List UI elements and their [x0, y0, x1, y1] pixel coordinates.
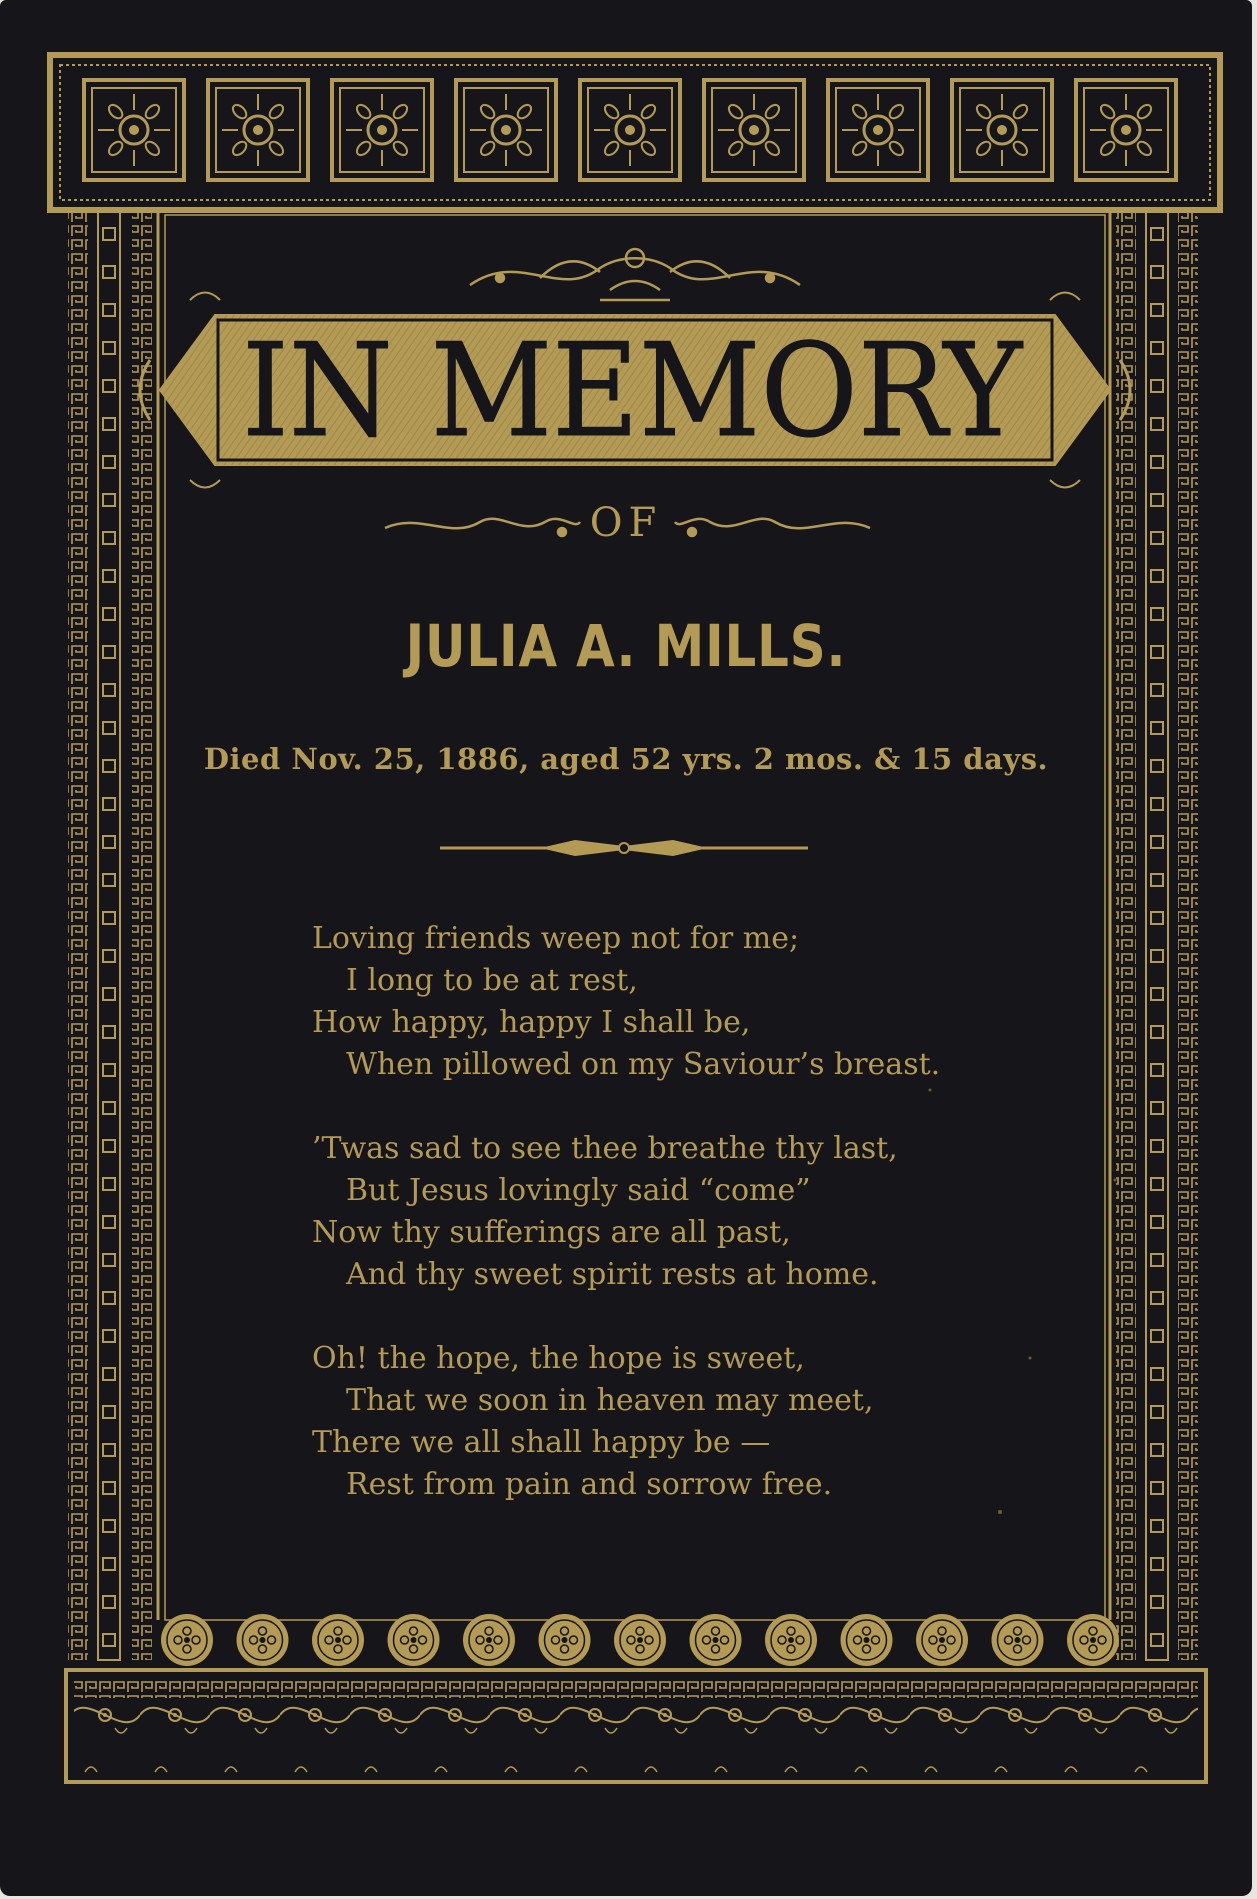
poem-line: How happy, happy I shall be, — [312, 1005, 751, 1040]
pillar-square — [103, 1254, 115, 1266]
pillar-square — [1151, 1444, 1163, 1456]
memory-heading — [160, 310, 1105, 470]
pillar-square — [103, 1216, 115, 1228]
rosette-medallion — [463, 1614, 515, 1666]
pillar-square — [1151, 570, 1163, 582]
pillar-square — [1151, 874, 1163, 886]
pillar-square — [1151, 1406, 1163, 1418]
pillar-square — [1151, 418, 1163, 430]
pillar-square — [1151, 1292, 1163, 1304]
poem-line: When pillowed on my Saviour’s breast. — [346, 1047, 941, 1082]
pillar-square — [1151, 1368, 1163, 1380]
poem-line: Oh! the hope, the hope is sweet, — [312, 1341, 805, 1376]
pillar-square — [103, 1634, 115, 1646]
pillar-square — [103, 722, 115, 734]
ornamental-tile — [456, 80, 556, 180]
poem-line: Now thy sufferings are all past, — [312, 1215, 791, 1250]
rosette-medallion — [388, 1614, 440, 1666]
pillar-square — [1151, 1254, 1163, 1266]
pillar-square — [103, 912, 115, 924]
ornamental-tile — [84, 80, 184, 180]
pillar-square — [103, 380, 115, 392]
pillar-square — [1151, 1102, 1163, 1114]
pillar-square — [1151, 1140, 1163, 1152]
of-label: OF — [589, 500, 663, 546]
pillar-square — [103, 950, 115, 962]
pillar-square — [103, 1482, 115, 1494]
pillar-square — [1151, 1026, 1163, 1038]
pillar-square — [103, 798, 115, 810]
bottom-base-band — [66, 1670, 1206, 1782]
rosette-medallion — [690, 1614, 742, 1666]
pillar-square — [1151, 304, 1163, 316]
pillar-square — [1151, 684, 1163, 696]
pillar-square — [1151, 456, 1163, 468]
pillar-square — [103, 1178, 115, 1190]
pillar-square — [1151, 1558, 1163, 1570]
pillar-square — [103, 1330, 115, 1342]
poem-line: Rest from pain and sorrow free. — [346, 1467, 833, 1502]
pillar-square — [1151, 912, 1163, 924]
pillar-square — [1151, 798, 1163, 810]
rosette-medallion — [1067, 1614, 1119, 1666]
pillar-square — [1151, 1482, 1163, 1494]
pillar-square — [1151, 1634, 1163, 1646]
pillar-square — [1151, 266, 1163, 278]
ornamental-tile — [580, 80, 680, 180]
pillar-square — [103, 1026, 115, 1038]
poem-line: I long to be at rest, — [346, 963, 638, 998]
poem-stanza-3 — [312, 1338, 1112, 1506]
pillar-square — [1151, 1064, 1163, 1076]
poem-line: Loving friends weep not for me; — [312, 921, 800, 956]
ornamental-tile — [208, 80, 308, 180]
pillar-square — [1151, 228, 1163, 240]
poem-stanza-1 — [312, 918, 1112, 1086]
poem-line: There we all shall happy be — — [312, 1425, 771, 1460]
pillar-square — [1151, 1216, 1163, 1228]
ornamental-tile — [332, 80, 432, 180]
pillar-square — [103, 570, 115, 582]
memorial-poem — [312, 918, 1112, 1548]
pillar-square — [103, 456, 115, 468]
divider-rule — [440, 840, 808, 856]
pillar-square — [1151, 380, 1163, 392]
pillar-square — [103, 342, 115, 354]
pillar-square — [103, 1292, 115, 1304]
ornamental-tile — [704, 80, 804, 180]
pillar-square — [103, 1558, 115, 1570]
rosette-medallion — [614, 1614, 666, 1666]
pillar-square — [103, 874, 115, 886]
rosette-medallion — [539, 1614, 591, 1666]
death-date-line: Died Nov. 25, 1886, aged 52 yrs. 2 mos. & 15 days. — [203, 742, 1049, 776]
poem-line: ’Twas sad to see thee breathe thy last, — [312, 1131, 898, 1166]
ornamental-tile — [828, 80, 928, 180]
pillar-square — [103, 1102, 115, 1114]
heading-text: IN MEMORY — [242, 317, 1024, 466]
pillar-square — [1151, 1330, 1163, 1342]
pillar-square — [103, 1406, 115, 1418]
pillar-square — [1151, 950, 1163, 962]
pillar-square — [103, 266, 115, 278]
rosette-medallion — [765, 1614, 817, 1666]
pillar-square — [103, 1444, 115, 1456]
ornamental-tile — [1076, 80, 1176, 180]
pillar-square — [103, 228, 115, 240]
pillar-square — [1151, 342, 1163, 354]
rosette-medallion — [841, 1614, 893, 1666]
pillar-square — [103, 836, 115, 848]
pillar-square — [1151, 1178, 1163, 1190]
poem-line: And thy sweet spirit rests at home. — [346, 1257, 879, 1292]
pillar-square — [1151, 1520, 1163, 1532]
pillar-square — [103, 1140, 115, 1152]
rosette-medallion — [992, 1614, 1044, 1666]
ornamental-tile — [952, 80, 1052, 180]
rosette-medallion — [916, 1614, 968, 1666]
poem-line: But Jesus lovingly said “come” — [346, 1173, 811, 1208]
pillar-square — [103, 1596, 115, 1608]
pillar-square — [103, 1064, 115, 1076]
pillar-square — [1151, 988, 1163, 1000]
poem-line: That we soon in heaven may meet, — [346, 1383, 874, 1418]
pillar-square — [103, 304, 115, 316]
rosette-medallion — [312, 1614, 364, 1666]
pillar-square — [1151, 1596, 1163, 1608]
pillar-square — [103, 418, 115, 430]
pillar-square — [103, 1520, 115, 1532]
scroll-crest — [470, 249, 800, 300]
pillar-square — [103, 988, 115, 1000]
rosette-medallion — [161, 1614, 213, 1666]
top-tile-band — [50, 55, 1220, 210]
rosette-medallion — [237, 1614, 289, 1666]
rosette-medallion-row — [161, 1614, 1119, 1666]
pillar-square — [1151, 836, 1163, 848]
pillar-square — [1151, 722, 1163, 734]
pillar-square — [103, 1368, 115, 1380]
left-pillar — [68, 210, 158, 1660]
pillar-square — [103, 684, 115, 696]
right-pillar — [1110, 210, 1198, 1660]
deceased-name: JULIA A. MILLS. — [405, 612, 847, 680]
poem-stanza-2 — [312, 1128, 1112, 1296]
